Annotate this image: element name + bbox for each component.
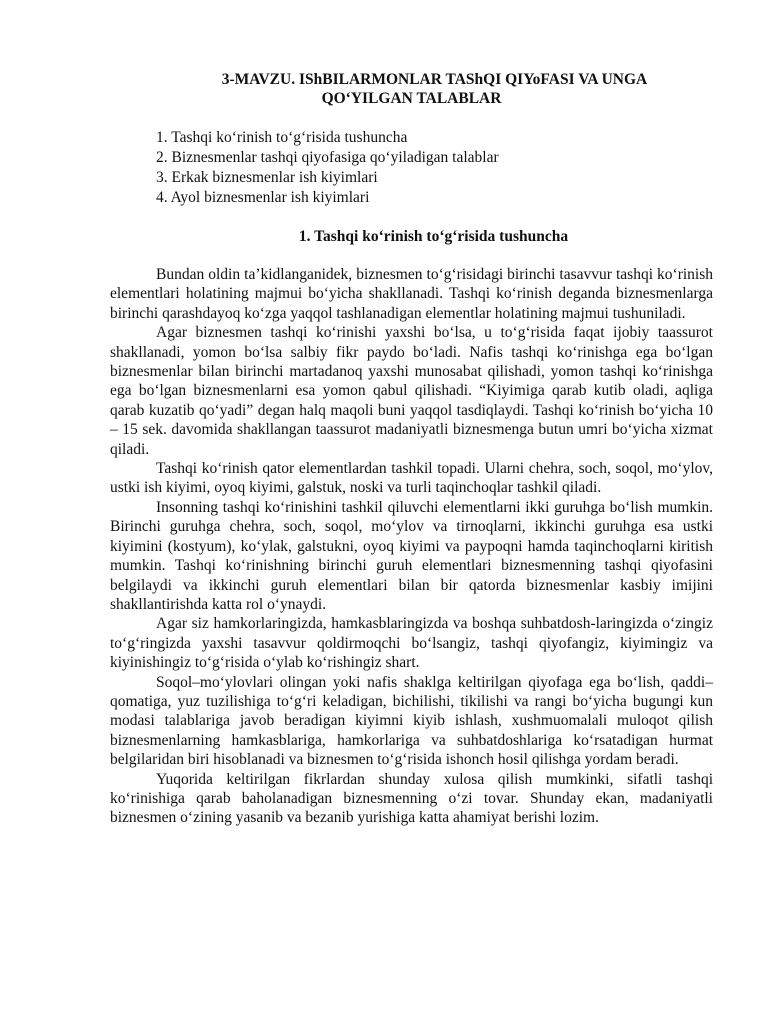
paragraph: Soqol–mo‘ylovlari olingan yoki nafis shaklga keltirilgan qiyofaga ega bo‘lish, qaddi–qomatiga, yuz tuzilishiga to‘g‘ri keladigan, bichilishi, tikilishi va rangi bo‘yicha bugungi kun modasi talablariga javob beradigan kiyimni kiyib ishlash, xushmuomalali muloqot qilish biznesmenlarning hamkasblariga, hamkorlariga va suhbatdoshlariga ko‘rsatadigan hurmat belgilaridan biri hisoblanadi va biznesmen to‘g‘risida ishonch hosil qilishga yordam beradi. bbox=[110, 673, 713, 769]
toc-item: 2. Biznesmenlar tashqi qiyofasiga qo‘yiladigan talablar bbox=[156, 149, 499, 166]
paragraph: Bundan oldin ta’kidlanganidek, biznesmen to‘g‘risidagi birinchi tasavvur tashqi ko‘rinish elementlari holatining majmui bo‘yicha shakllanadi. Tashqi ko‘rinish deganda biznesmenlarga birinchi qarashdayoq ko‘zga yaqqol tashlanadigan elementlar holatining majmui tushuniladi. bbox=[110, 266, 713, 322]
paragraph: Insonning tashqi ko‘rinishini tashkil qiluvchi elementlarni ikki guruhga bo‘lish mumkin. Birinchi guruhga chehra, soch, soqol, mo‘ylov va tirnoqlarni, ikkinchi guruhga esa ustki kiyimini (kostyum), ko‘ylak, galstukni, oyoq kiyimi va paypoqni hamda taqinchoqlarni kiritish mumkin. Tashqi ko‘rinishning birinchi guruh elementlari biznesmenning tashqi qiyofasini belgilaydi va ikkinchi guruh elementlari bilan bir qatorda biznesmenlar kasbiy imijini shakllantirishda katta rol o‘ynaydi. bbox=[110, 498, 713, 613]
toc-item: 1. Tashqi ko‘rinish to‘g‘risida tushuncha bbox=[156, 129, 408, 146]
body-text bbox=[110, 265, 713, 828]
toc-item: 4. Ayol biznesmenlar ish kiyimlari bbox=[156, 189, 370, 206]
toc-item: 3. Erkak biznesmenlar ish kiyimlari bbox=[156, 169, 378, 186]
paragraph: Tashqi ko‘rinish qator elementlardan tashkil topadi. Ularni chehra, soch, soqol, mo‘ylov, ustki ish kiyimi, oyoq kiyimi, galstuk, noski va turli taqinchoqlar tashkil qiladi. bbox=[110, 460, 713, 497]
section-heading: 1. Tashqi ko‘rinish to‘g‘risida tushuncha bbox=[298, 228, 569, 245]
paragraph: Yuqorida keltirilgan fikrlardan shunday xulosa qilish mumkinki, sifatli tashqi ko‘rinishiga qarab baholanadigan biznesmenning o‘zi tovar. Shunday ekan, madaniyatli biznesmen o‘zining yasanib va bezanib yurishiga katta ahamiyat berishi lozim. bbox=[110, 770, 713, 827]
title-line-1: 3-MAVZU. IShBILARMONLAR TAShQI QIYoFASI VA UNGA bbox=[221, 71, 648, 88]
paragraph: Agar biznesmen tashqi ko‘rinishi yaxshi bo‘lsa, u to‘g‘risida faqat ijobiy taassurot shakllanadi, yomon bo‘lsa salbiy fikr paydo bo‘ladi. Nafis tashqi ko‘rinishga ega bo‘lgan biznesmenlar bilan birinchi martadanoq yaxshi munosabat qilishadi, yomon tashqi ko‘rinishga ega bo‘lgan biznesmenlarni esa yomon qabul qilishadi. “Kiyimiga qarab kutib oladi, aqliga qarab kuzatib qo‘yadi” degan halq maqoli buni yaqqol tasdiqlaydi. Tashqi ko‘rinish bo‘yicha 10 – 15 sek. davomida shakllangan taassurot madaniyatli biznesmenga butun umri bo‘yicha xizmat qiladi. bbox=[110, 324, 713, 458]
table-of-contents bbox=[156, 128, 499, 208]
page-title bbox=[110, 70, 713, 108]
title-line-2: QO‘YILGAN TALABLAR bbox=[321, 90, 502, 107]
paragraph: Agar siz hamkorlaringizda, hamkasblaringizda va boshqa suhbatdosh-laringizda o‘zingiz to‘g‘ringizda yaxshi tasavvur qoldirmoqchi bo‘lsangiz, tashqi qiyofangiz, kiyimingiz va kiyinishingiz to‘g‘risida o‘ylab ko‘rishingiz shart. bbox=[110, 615, 713, 672]
